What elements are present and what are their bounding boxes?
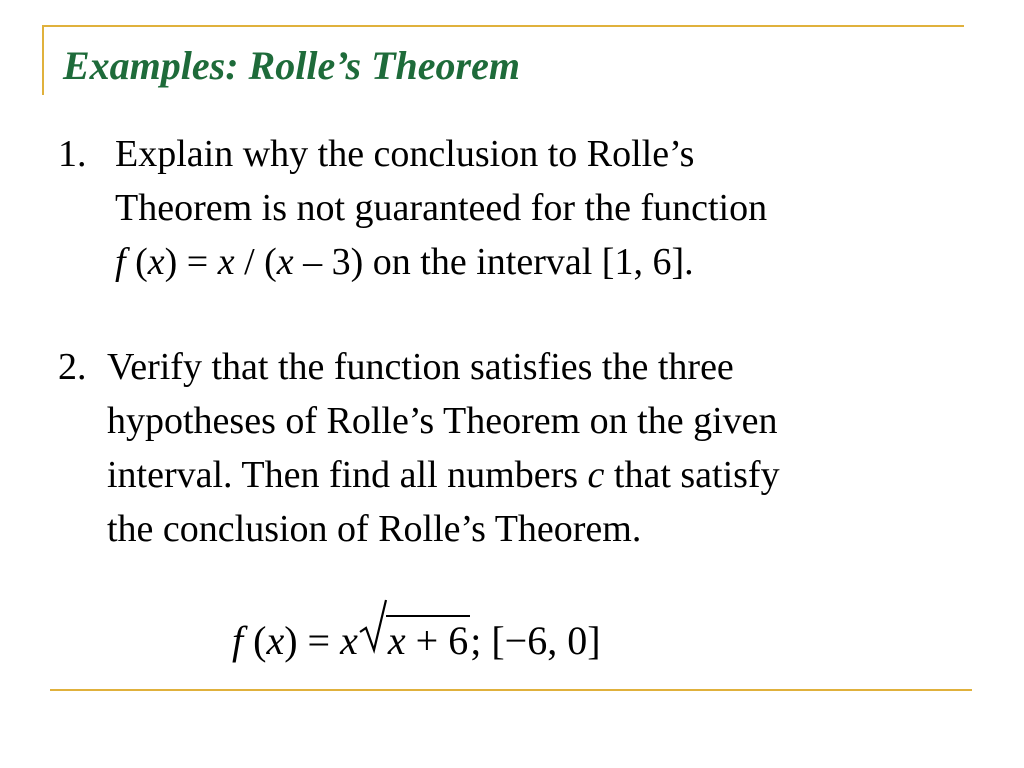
- function-symbol: f: [115, 241, 126, 283]
- text-segment: that satisfy: [604, 454, 780, 496]
- text-segment: (: [243, 618, 267, 663]
- problem-2: [58, 340, 780, 556]
- problem-2-line-1: Verify that the function satisfies the three: [107, 346, 734, 388]
- problem-1-line-2: Theorem is not guaranteed for the function: [115, 187, 768, 229]
- variable-x: x: [266, 618, 285, 663]
- problem-1-line-3: [115, 235, 767, 289]
- variable-c: c: [587, 454, 605, 496]
- variable-x: x: [217, 241, 235, 283]
- problem-2-number: 2.: [58, 346, 87, 388]
- text-segment: ) =: [164, 241, 218, 283]
- slide-title: Examples: Rolle’s Theorem: [63, 43, 520, 88]
- problem-2-line-4: the conclusion of Rolle’s Theorem.: [107, 508, 642, 550]
- function-symbol: f: [232, 618, 244, 663]
- text-segment: – 3) on the interval [1, 6].: [293, 241, 694, 283]
- bottom-accent-rule: [50, 689, 972, 691]
- variable-x: x: [147, 241, 165, 283]
- problem-1-number: 1.: [58, 133, 87, 175]
- problem-1: [58, 127, 767, 289]
- interval-text: ; [−6, 0]: [470, 618, 601, 663]
- text-segment: ) =: [284, 618, 341, 663]
- top-accent-rule: [42, 25, 964, 27]
- square-root-icon: [358, 598, 388, 654]
- variable-x: x: [340, 618, 358, 663]
- text-segment: + 6: [405, 618, 469, 663]
- variable-x: x: [276, 241, 294, 283]
- function-formula: [232, 598, 601, 663]
- left-accent-rule: [42, 25, 44, 95]
- problem-2-line-2: hypotheses of Rolle’s Theorem on the given: [107, 400, 778, 442]
- problem-2-line-3: [107, 448, 780, 502]
- text-segment: interval. Then find all numbers: [107, 454, 588, 496]
- text-segment: (: [125, 241, 148, 283]
- radicand: [386, 615, 470, 665]
- text-segment: / (: [234, 241, 277, 283]
- variable-x: x: [387, 618, 406, 663]
- problem-1-line-1: Explain why the conclusion to Rolle’s: [115, 133, 695, 175]
